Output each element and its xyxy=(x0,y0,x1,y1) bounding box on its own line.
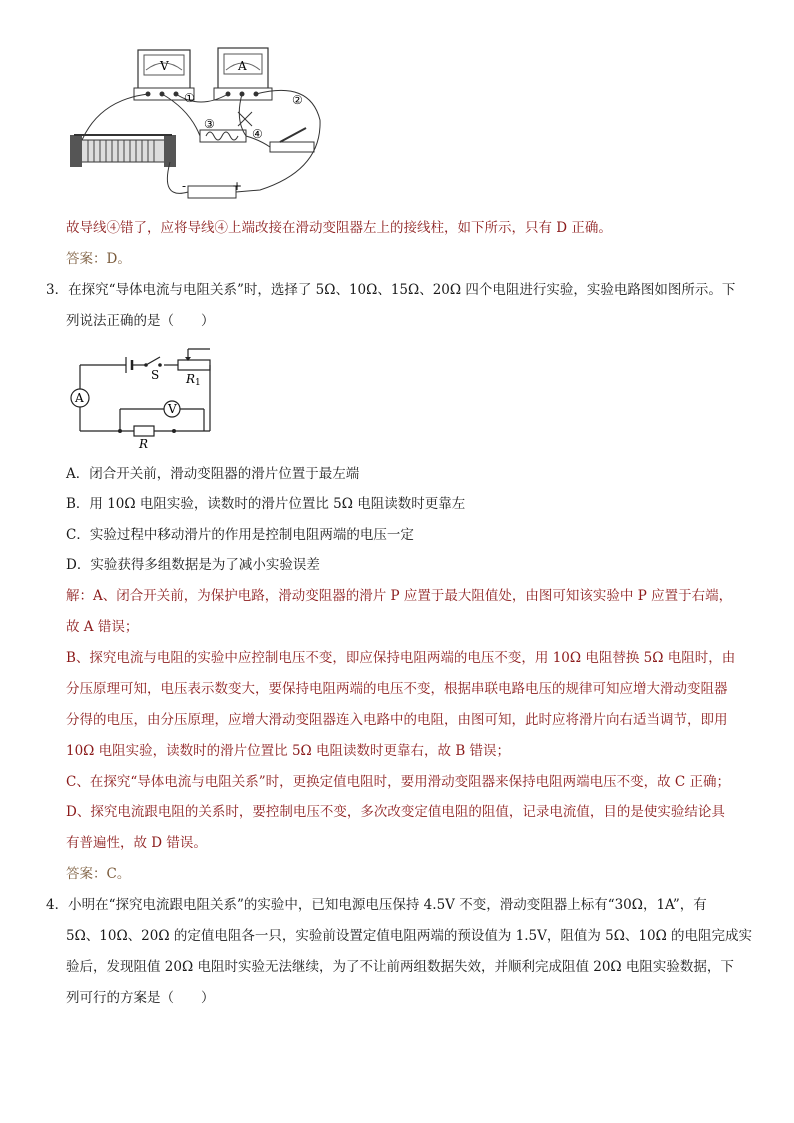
q4-stem-line: 验后，发现阻值 20Ω 电阻时实验无法继续，为了不让前两组数据失效，并顺利完成阻值 20Ω 电阻实验数据，下 xyxy=(66,959,734,975)
q3-option-c: C．实验过程中移动滑片的作用是控制电阻两端的电压一定 xyxy=(66,527,414,543)
circuit-switch-label: S xyxy=(151,368,160,382)
q3-solution-line: D、探究电流跟电阻的关系时，要控制电压不变，多次改变定值电阻的阻值，记录电流值，目的是使实验结论具 xyxy=(66,804,725,820)
q3-option-d: D．实验获得多组数据是为了减小实验误差 xyxy=(66,557,320,573)
wire-4-label: ④ xyxy=(252,127,263,141)
circuit-rheostat-label: R xyxy=(186,372,196,386)
q4-stem-line: 4．小明在“探究电流跟电阻关系”的实验中，已知电源电压保持 4.5V 不变，滑动变阻器上标有“30Ω，1A”，有 xyxy=(46,897,707,913)
q3-solution-line: 解：A、闭合开关前，为保护电路，滑动变阻器的滑片 P 应置于最大阻值处，由图可知该实验中 P 应置于右端， xyxy=(66,588,733,604)
q3-stem-line-1: 3．在探究“导体电流与电阻关系”时，选择了 5Ω、10Ω、15Ω、20Ω 四个电阻进行实验，实验电路图如图所示。下 xyxy=(46,282,736,298)
circuit-resistor-label: R xyxy=(139,437,149,450)
q3-answer: 答案：C。 xyxy=(66,866,131,882)
q3-solution-line: C、在探究“导体电流与电阻关系”时，更换定值电阻时，要用滑动变阻器来保持电阻两端电压不变，故 C 正确； xyxy=(66,774,731,790)
wire-1-label: ① xyxy=(184,91,195,105)
q3-option-a: A．闭合开关前，滑动变阻器的滑片位置于最左端 xyxy=(66,466,360,482)
q4-stem-line: 列可行的方案是（ ） xyxy=(66,990,215,1006)
q3-solution-line: 故 A 错误； xyxy=(66,619,139,635)
q3-solution-line: 分得的电压，由分压原理，应增大滑动变阻器连入电路中的电阻，由图可知，此时应将滑片向右适当调节，即用 xyxy=(66,712,728,728)
battery-minus-label: - xyxy=(182,179,187,193)
q3-solution-line: B、探究电流与电阻的实验中应控制电压不变，即应保持电阻两端的电压不变，用 10Ω 电阻替换 5Ω 电阻时，由 xyxy=(66,650,736,666)
ammeter-label: A xyxy=(238,59,247,73)
wire-3-label: ③ xyxy=(204,117,215,131)
rheostat-device xyxy=(70,135,176,167)
resistor-device xyxy=(200,130,246,142)
correction-line: 故导线④错了，应将导线④上端改接在滑动变阻器左上的接线柱，如下所示，只有 D 正确。 xyxy=(66,220,612,236)
q3-option-b: B．用 10Ω 电阻实验，读数时的滑片位置比 5Ω 电阻读数时更靠左 xyxy=(66,496,466,512)
q3-solution-line: 分压原理可知，电压表示数变大，要保持电阻两端的电压不变，根据串联电路电压的规律可知应增大滑动变阻器 xyxy=(66,681,728,697)
wire-2-label: ② xyxy=(292,93,303,107)
q4-stem-line: 5Ω、10Ω、20Ω 的定值电阻各一只，实验前设置定值电阻两端的预设值为 1.5V，阻值为 5Ω、10Ω 的电阻完成实 xyxy=(66,928,753,944)
voltmeter-label: V xyxy=(160,59,169,73)
circuit-diagram xyxy=(66,345,216,450)
q3-solution-line: 有普遍性，故 D 错误。 xyxy=(66,835,207,851)
circuit-ammeter-label: A xyxy=(75,391,84,405)
battery-plus-label: + xyxy=(232,179,243,193)
circuit-rheostat-subscript: 1 xyxy=(195,378,201,388)
top-answer: 答案：D。 xyxy=(66,251,131,267)
circuit-voltmeter-label: V xyxy=(168,402,177,416)
switch-device xyxy=(270,128,314,152)
battery-device xyxy=(182,179,242,198)
q3-stem-line-2: 列说法正确的是（ ） xyxy=(66,313,215,329)
apparatus-illustration xyxy=(60,40,330,210)
q3-solution-line: 10Ω 电阻实验，读数时的滑片位置比 5Ω 电阻读数时更靠右，故 B 错误； xyxy=(66,743,511,759)
